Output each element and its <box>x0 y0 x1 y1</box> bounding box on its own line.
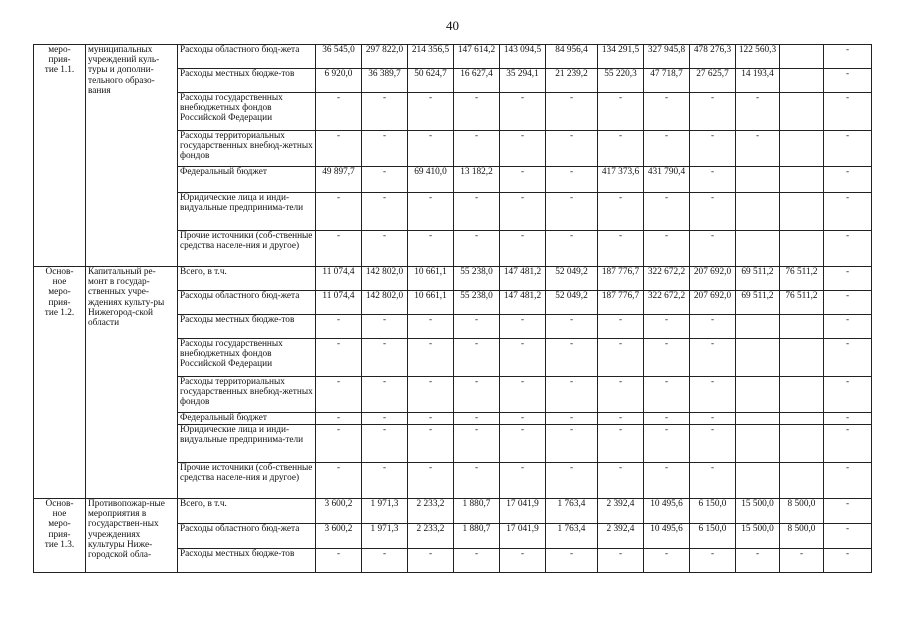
amount-cell: - <box>408 131 454 167</box>
amount-cell <box>736 339 780 377</box>
amount-cell: 8 500,0 <box>780 499 824 524</box>
amount-cell: 14 193,4 <box>736 69 780 93</box>
amount-cell: 35 294,1 <box>500 69 546 93</box>
amount-cell: 322 672,2 <box>644 291 690 315</box>
amount-cell: - <box>316 463 362 499</box>
amount-cell: - <box>362 413 408 425</box>
amount-cell: 49 897,7 <box>316 167 362 193</box>
amount-cell: - <box>408 193 454 231</box>
amount-cell: 52 049,2 <box>546 267 598 291</box>
amount-cell: - <box>546 193 598 231</box>
amount-cell: 8 500,0 <box>780 524 824 549</box>
amount-cell: 84 956,4 <box>546 45 598 69</box>
amount-cell: - <box>644 377 690 413</box>
amount-cell: - <box>736 131 780 167</box>
amount-cell: 187 776,7 <box>598 291 644 315</box>
amount-cell: 207 692,0 <box>690 267 736 291</box>
amount-cell: - <box>598 315 644 339</box>
amount-cell: - <box>824 45 872 69</box>
amount-cell: - <box>824 425 872 463</box>
amount-cell <box>780 463 824 499</box>
amount-cell <box>736 463 780 499</box>
amount-cell: 15 500,0 <box>736 524 780 549</box>
amount-cell: 69 511,2 <box>736 267 780 291</box>
amount-cell: - <box>644 425 690 463</box>
amount-cell: 10 661,1 <box>408 291 454 315</box>
amount-cell: - <box>690 167 736 193</box>
amount-cell: 1 763,4 <box>546 524 598 549</box>
amount-cell: - <box>690 339 736 377</box>
amount-cell: - <box>824 463 872 499</box>
amount-cell <box>736 315 780 339</box>
amount-cell: - <box>362 549 408 573</box>
amount-cell: - <box>362 193 408 231</box>
amount-cell: 6 150,0 <box>690 499 736 524</box>
measure-name-cell: Капитальный ре-монт в государ-ственных учре-ждениях культу-ры Нижегород-ской области <box>86 267 178 499</box>
amount-cell: 322 672,2 <box>644 267 690 291</box>
amount-cell: 327 945,8 <box>644 45 690 69</box>
amount-cell: 207 692,0 <box>690 291 736 315</box>
amount-cell: - <box>644 549 690 573</box>
amount-cell: 1 880,7 <box>454 499 500 524</box>
amount-cell: 3 600,2 <box>316 499 362 524</box>
amount-cell: - <box>824 69 872 93</box>
amount-cell: 6 150,0 <box>690 524 736 549</box>
amount-cell: - <box>454 549 500 573</box>
amount-cell: - <box>362 93 408 131</box>
amount-cell: 2 233,2 <box>408 499 454 524</box>
amount-cell: 3 600,2 <box>316 524 362 549</box>
funding-source-cell: Всего, в т.ч. <box>178 499 316 524</box>
amount-cell: - <box>362 339 408 377</box>
amount-cell: - <box>824 167 872 193</box>
amount-cell: - <box>824 413 872 425</box>
amount-cell: 50 624,7 <box>408 69 454 93</box>
amount-cell: 10 495,6 <box>644 499 690 524</box>
amount-cell <box>780 69 824 93</box>
amount-cell: 36 389,7 <box>362 69 408 93</box>
amount-cell: 417 373,6 <box>598 167 644 193</box>
amount-cell: 55 238,0 <box>454 267 500 291</box>
amount-cell: 17 041,9 <box>500 499 546 524</box>
amount-cell: - <box>598 193 644 231</box>
funding-source-cell: Всего, в т.ч. <box>178 267 316 291</box>
amount-cell <box>780 193 824 231</box>
amount-cell: - <box>546 339 598 377</box>
amount-cell: - <box>500 131 546 167</box>
amount-cell: - <box>454 93 500 131</box>
amount-cell: 15 500,0 <box>736 499 780 524</box>
amount-cell: 2 233,2 <box>408 524 454 549</box>
amount-cell: - <box>316 315 362 339</box>
amount-cell <box>780 131 824 167</box>
amount-cell: - <box>824 267 872 291</box>
funding-source-cell: Федеральный бюджет <box>178 167 316 193</box>
amount-cell: - <box>598 377 644 413</box>
funding-source-cell: Расходы областного бюд-жета <box>178 291 316 315</box>
amount-cell: - <box>316 377 362 413</box>
amount-cell: - <box>644 93 690 131</box>
amount-cell: 52 049,2 <box>546 291 598 315</box>
amount-cell: - <box>546 93 598 131</box>
amount-cell: 134 291,5 <box>598 45 644 69</box>
amount-cell: - <box>598 93 644 131</box>
amount-cell: - <box>780 549 824 573</box>
amount-cell: - <box>736 549 780 573</box>
amount-cell: - <box>500 377 546 413</box>
amount-cell: - <box>690 231 736 267</box>
amount-cell <box>736 193 780 231</box>
amount-cell: - <box>316 193 362 231</box>
amount-cell: - <box>500 339 546 377</box>
amount-cell: - <box>454 131 500 167</box>
amount-cell <box>736 377 780 413</box>
amount-cell: 122 560,3 <box>736 45 780 69</box>
funding-source-cell: Расходы местных бюдже-тов <box>178 549 316 573</box>
amount-cell: - <box>546 413 598 425</box>
amount-cell: - <box>454 425 500 463</box>
table-row <box>34 45 872 69</box>
amount-cell: - <box>690 93 736 131</box>
amount-cell: - <box>362 425 408 463</box>
amount-cell: - <box>690 315 736 339</box>
amount-cell: - <box>408 549 454 573</box>
amount-cell: - <box>598 339 644 377</box>
funding-source-cell: Расходы местных бюдже-тов <box>178 315 316 339</box>
amount-cell: - <box>690 549 736 573</box>
amount-cell: 1 763,4 <box>546 499 598 524</box>
amount-cell: 1 971,3 <box>362 524 408 549</box>
amount-cell: - <box>408 413 454 425</box>
amount-cell: - <box>316 131 362 167</box>
amount-cell: 76 511,2 <box>780 267 824 291</box>
amount-cell: - <box>362 315 408 339</box>
amount-cell: - <box>598 549 644 573</box>
amount-cell: 1 880,7 <box>454 524 500 549</box>
amount-cell: - <box>408 315 454 339</box>
amount-cell: - <box>824 499 872 524</box>
funding-source-cell: Юридические лица и инди-видуальные предпринима-тели <box>178 193 316 231</box>
amount-cell: - <box>454 413 500 425</box>
amount-cell: - <box>644 131 690 167</box>
amount-cell: - <box>500 463 546 499</box>
amount-cell: - <box>316 339 362 377</box>
amount-cell: - <box>408 377 454 413</box>
funding-source-cell: Прочие источники (соб-ственные средства населе-ния и другое) <box>178 463 316 499</box>
amount-cell: - <box>546 231 598 267</box>
amount-cell: 47 718,7 <box>644 69 690 93</box>
amount-cell: 143 094,5 <box>500 45 546 69</box>
amount-cell: - <box>644 231 690 267</box>
measure-name-cell: Противопожар-ные мероприятия в государствен-ных учреждениях культуры Ниже-городской обла- <box>86 499 178 573</box>
amount-cell: 55 238,0 <box>454 291 500 315</box>
amount-cell: 297 822,0 <box>362 45 408 69</box>
amount-cell: 17 041,9 <box>500 524 546 549</box>
table-row <box>34 499 872 524</box>
amount-cell: - <box>500 167 546 193</box>
amount-cell: 478 276,3 <box>690 45 736 69</box>
amount-cell: 147 481,2 <box>500 267 546 291</box>
amount-cell: - <box>408 93 454 131</box>
amount-cell: - <box>644 463 690 499</box>
amount-cell: - <box>362 463 408 499</box>
amount-cell: - <box>408 339 454 377</box>
amount-cell: - <box>500 549 546 573</box>
amount-cell <box>780 93 824 131</box>
funding-source-cell: Расходы территориальных государственных внебюд-жетных фондов <box>178 131 316 167</box>
amount-cell: - <box>454 231 500 267</box>
amount-cell: - <box>454 377 500 413</box>
amount-cell: - <box>546 463 598 499</box>
amount-cell: - <box>736 93 780 131</box>
amount-cell: - <box>362 231 408 267</box>
amount-cell: - <box>546 167 598 193</box>
amount-cell: - <box>316 425 362 463</box>
amount-cell <box>736 231 780 267</box>
amount-cell: 10 661,1 <box>408 267 454 291</box>
budget-table <box>33 44 872 573</box>
amount-cell: 27 625,7 <box>690 69 736 93</box>
amount-cell: - <box>598 231 644 267</box>
amount-cell: - <box>500 425 546 463</box>
amount-cell: - <box>644 193 690 231</box>
amount-cell: - <box>500 231 546 267</box>
amount-cell: - <box>824 315 872 339</box>
amount-cell: - <box>644 315 690 339</box>
amount-cell: - <box>316 93 362 131</box>
amount-cell: - <box>454 463 500 499</box>
amount-cell: 2 392,4 <box>598 524 644 549</box>
funding-source-cell: Расходы территориальных государственных внебюд-жетных фондов <box>178 377 316 413</box>
amount-cell: - <box>316 413 362 425</box>
amount-cell: - <box>690 413 736 425</box>
amount-cell: 69 511,2 <box>736 291 780 315</box>
amount-cell: - <box>824 193 872 231</box>
amount-cell: - <box>824 93 872 131</box>
amount-cell <box>780 377 824 413</box>
amount-cell: - <box>500 413 546 425</box>
amount-cell <box>780 167 824 193</box>
amount-cell: - <box>362 377 408 413</box>
amount-cell: - <box>454 339 500 377</box>
amount-cell: 10 495,6 <box>644 524 690 549</box>
amount-cell: 187 776,7 <box>598 267 644 291</box>
amount-cell: - <box>644 413 690 425</box>
amount-cell <box>780 425 824 463</box>
amount-cell: 21 239,2 <box>546 69 598 93</box>
amount-cell <box>780 339 824 377</box>
amount-cell: - <box>500 193 546 231</box>
amount-cell: 1 971,3 <box>362 499 408 524</box>
measure-cell: Основ- ное меро- прия- тие 1.3. <box>34 499 86 573</box>
funding-source-cell: Расходы местных бюдже-тов <box>178 69 316 93</box>
funding-source-cell: Прочие источники (соб-ственные средства населе-ния и другое) <box>178 231 316 267</box>
amount-cell: - <box>546 315 598 339</box>
amount-cell: 6 920,0 <box>316 69 362 93</box>
amount-cell: 76 511,2 <box>780 291 824 315</box>
amount-cell: 214 356,5 <box>408 45 454 69</box>
amount-cell: 55 220,3 <box>598 69 644 93</box>
amount-cell: 13 182,2 <box>454 167 500 193</box>
amount-cell: 36 545,0 <box>316 45 362 69</box>
amount-cell: - <box>316 549 362 573</box>
amount-cell: - <box>598 131 644 167</box>
amount-cell: - <box>500 93 546 131</box>
amount-cell: - <box>598 463 644 499</box>
funding-source-cell: Расходы государственных внебюджетных фондов Российской Федерации <box>178 93 316 131</box>
amount-cell: - <box>500 315 546 339</box>
amount-cell: - <box>408 231 454 267</box>
amount-cell: 69 410,0 <box>408 167 454 193</box>
amount-cell: - <box>824 291 872 315</box>
funding-source-cell: Федеральный бюджет <box>178 413 316 425</box>
amount-cell: - <box>546 131 598 167</box>
amount-cell: - <box>598 425 644 463</box>
table-row <box>34 267 872 291</box>
amount-cell: - <box>408 425 454 463</box>
amount-cell: - <box>690 425 736 463</box>
amount-cell: - <box>546 377 598 413</box>
funding-source-cell: Расходы областного бюд-жета <box>178 524 316 549</box>
amount-cell: - <box>824 131 872 167</box>
amount-cell: 147 481,2 <box>500 291 546 315</box>
amount-cell: - <box>546 425 598 463</box>
measure-cell: Основ- ное меро- прия- тие 1.2. <box>34 267 86 499</box>
amount-cell: 16 627,4 <box>454 69 500 93</box>
amount-cell: - <box>824 231 872 267</box>
amount-cell: 147 614,2 <box>454 45 500 69</box>
amount-cell <box>780 413 824 425</box>
amount-cell: - <box>690 377 736 413</box>
amount-cell: - <box>546 549 598 573</box>
amount-cell <box>780 231 824 267</box>
amount-cell: - <box>824 339 872 377</box>
amount-cell: 142 802,0 <box>362 291 408 315</box>
amount-cell: 11 074,4 <box>316 291 362 315</box>
amount-cell: - <box>362 167 408 193</box>
amount-cell: - <box>824 549 872 573</box>
amount-cell: - <box>824 524 872 549</box>
amount-cell: - <box>824 377 872 413</box>
amount-cell: 2 392,4 <box>598 499 644 524</box>
amount-cell <box>780 45 824 69</box>
amount-cell: - <box>690 193 736 231</box>
amount-cell <box>780 315 824 339</box>
amount-cell: - <box>454 315 500 339</box>
funding-source-cell: Расходы областного бюд-жета <box>178 45 316 69</box>
amount-cell: 142 802,0 <box>362 267 408 291</box>
amount-cell: - <box>690 463 736 499</box>
amount-cell: 11 074,4 <box>316 267 362 291</box>
amount-cell: - <box>316 231 362 267</box>
amount-cell <box>736 425 780 463</box>
funding-source-cell: Расходы государственных внебюджетных фондов Российской Федерации <box>178 339 316 377</box>
amount-cell: - <box>454 193 500 231</box>
funding-source-cell: Юридические лица и инди-видуальные предпринима-тели <box>178 425 316 463</box>
amount-cell <box>736 413 780 425</box>
amount-cell: - <box>644 339 690 377</box>
amount-cell <box>736 167 780 193</box>
amount-cell: - <box>690 131 736 167</box>
amount-cell: 431 790,4 <box>644 167 690 193</box>
measure-cell: меро- прия- тие 1.1. <box>34 45 86 267</box>
amount-cell: - <box>408 463 454 499</box>
page-number: 40 <box>446 18 459 33</box>
measure-name-cell: муниципальных учреждений куль-туры и дополни-тельного образо-вания <box>86 45 178 267</box>
amount-cell: - <box>598 413 644 425</box>
amount-cell: - <box>362 131 408 167</box>
